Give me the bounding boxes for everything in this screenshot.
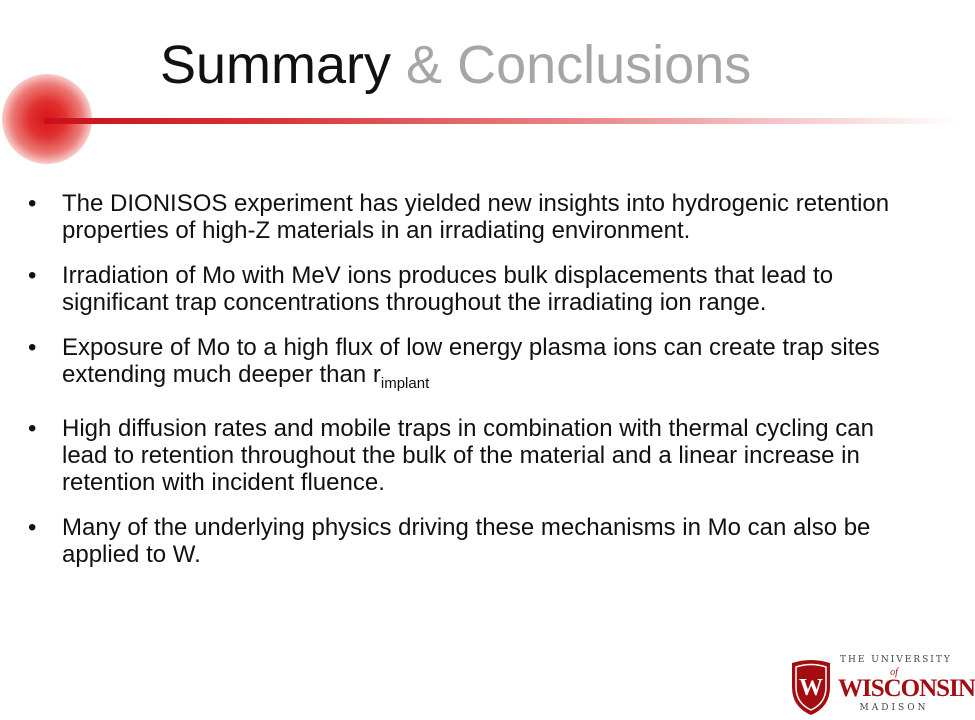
bullet-text: The DIONISOS experiment has yielded new insights into hydrogenic retention properties of high-Z materials in an irradiating environment. <box>62 190 890 244</box>
title-underline-bar <box>44 118 960 124</box>
bullet-text: Irradiation of Mo with MeV ions produces bulk displacements that lead to significant trap concentrations throughout the irradiating ion range. <box>62 262 834 316</box>
bullet-dot: • <box>28 513 37 541</box>
bullet-text: Many of the underlying physics driving these mechanisms in Mo can also be applied to W. <box>62 513 871 568</box>
logo-line-university: THE UNIVERSITY <box>840 655 952 665</box>
title-main: Summary <box>160 35 392 95</box>
logo-line-wisconsin: WISCONSIN <box>838 675 975 702</box>
bullet-dot: • <box>28 334 37 361</box>
bullet-list <box>28 190 918 586</box>
bullet-dot: • <box>28 262 37 289</box>
bullet-dot: • <box>28 190 37 217</box>
bullet-text: High diffusion rates and mobile traps in combination with thermal cycling can lead to retention throughout the bulk of the material and a linear increase in retention with incident fluence. <box>62 414 874 496</box>
bullet-item <box>28 415 918 496</box>
university-logo <box>788 655 975 717</box>
logo-line-madison: MADISON <box>859 703 929 713</box>
bullet-item <box>28 190 918 244</box>
slide-title <box>160 34 751 96</box>
bullet-item <box>28 514 918 568</box>
bullet-text: Exposure of Mo to a high flux of low energy plasma ions can create trap sites extending much deeper than r <box>62 334 880 388</box>
bullet-subscript: implant <box>380 374 430 392</box>
bullet-dot: • <box>28 414 37 442</box>
bullet-item <box>28 262 918 316</box>
crest-icon <box>788 657 834 717</box>
title-accent: & Conclusions <box>406 35 752 95</box>
bullet-item <box>28 334 918 397</box>
crest-letter: W <box>799 675 823 701</box>
logo-line-of: of <box>890 667 898 678</box>
